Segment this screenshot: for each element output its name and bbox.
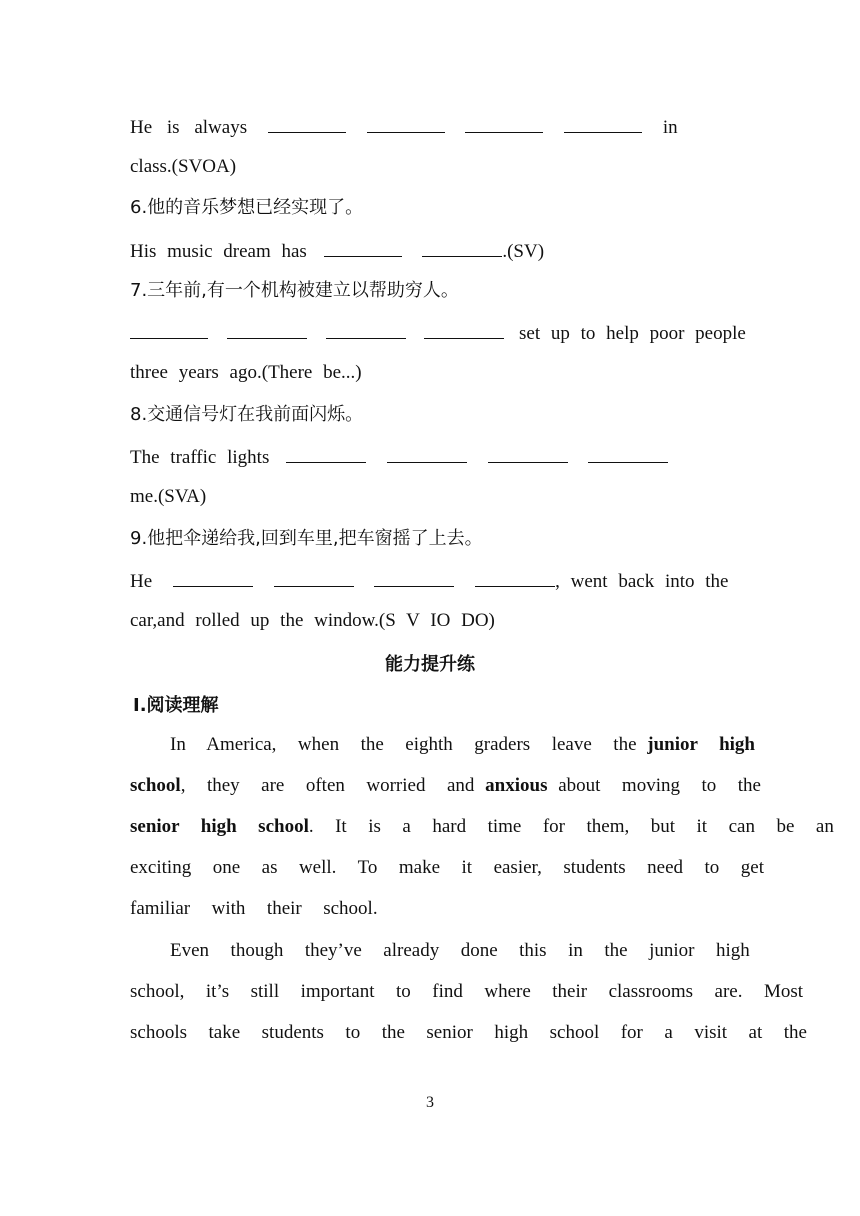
answer-blank[interactable] [564, 114, 642, 133]
text: , they are often worried and [180, 775, 486, 796]
page-number: 3 [426, 1094, 434, 1111]
exercise-6-line [130, 238, 544, 264]
answer-blank[interactable] [475, 568, 555, 587]
text: The traffic lights [130, 447, 270, 468]
answer-blank[interactable] [424, 320, 504, 339]
exercise-7-line [130, 320, 746, 346]
bold-term: school [130, 775, 181, 796]
answer-blank[interactable] [274, 568, 354, 587]
text: .(SV) [502, 241, 545, 262]
text: He [130, 117, 153, 138]
text: His music dream has [130, 241, 307, 262]
exercise-8-line-2: me.(SVA) [130, 486, 207, 507]
bold-term: anxious [485, 775, 548, 796]
text: In America, when the eighth graders leave the [170, 734, 648, 755]
passage-p2-line-1: Even though they’ve already done this in the junior high [170, 940, 750, 961]
answer-blank[interactable] [367, 114, 445, 133]
section-heading: 能力提升练 [385, 654, 475, 675]
answer-blank[interactable] [465, 114, 543, 133]
exercise-9-line-2: car,and rolled up the window.(S V IO DO) [130, 610, 495, 631]
answer-blank[interactable] [268, 114, 346, 133]
exercise-8-line [130, 444, 668, 470]
answer-blank[interactable] [326, 320, 406, 339]
passage-p1-line-2 [130, 774, 761, 798]
answer-blank[interactable] [422, 238, 502, 257]
exercise-5-line-1 [130, 114, 678, 140]
answer-blank[interactable] [173, 568, 253, 587]
passage-p1-line-5: familiar with their school. [130, 898, 378, 919]
bold-term: senior high school [130, 816, 309, 837]
answer-blank[interactable] [324, 238, 402, 257]
answer-blank[interactable] [488, 444, 568, 463]
text: , went back into the [555, 571, 729, 592]
answer-blank[interactable] [588, 444, 668, 463]
exercise-7-prompt: 7.三年前,有一个机构被建立以帮助穷人。 [130, 280, 459, 301]
exercise-9-prompt: 9.他把伞递给我,回到车里,把车窗摇了上去。 [130, 528, 483, 549]
passage-p1-line-4: exciting one as well. To make it easier, students need to get [130, 857, 764, 878]
text: is [166, 117, 180, 138]
text: He [130, 571, 153, 592]
answer-blank[interactable] [387, 444, 467, 463]
passage-p2-line-2: school, it’s still important to find where their classrooms are. Most [130, 981, 804, 1002]
text: about moving to the [547, 775, 761, 796]
answer-blank[interactable] [374, 568, 454, 587]
text: . It is a hard time for them, but it can be an [308, 816, 834, 837]
exercise-6-prompt: 6.他的音乐梦想已经实现了。 [130, 197, 364, 218]
answer-blank[interactable] [286, 444, 366, 463]
passage-p1-line-3 [130, 815, 834, 839]
text: always [194, 117, 248, 138]
bold-term: junior high [647, 734, 755, 755]
passage-p1-line-1 [170, 733, 755, 757]
text: in [662, 117, 678, 138]
exercise-7-line-2: three years ago.(There be...) [130, 362, 362, 383]
exercise-5-line-2: class.(SVOA) [130, 156, 237, 177]
answer-blank[interactable] [227, 320, 307, 339]
text: set up to help poor people [519, 323, 746, 344]
reading-title: Ⅰ.阅读理解 [133, 695, 219, 716]
passage-p2-line-3: schools take students to the senior high school for a visit at the [130, 1022, 807, 1043]
answer-blank[interactable] [130, 320, 208, 339]
exercise-9-line [130, 568, 728, 594]
exercise-8-prompt: 8.交通信号灯在我前面闪烁。 [130, 404, 364, 425]
